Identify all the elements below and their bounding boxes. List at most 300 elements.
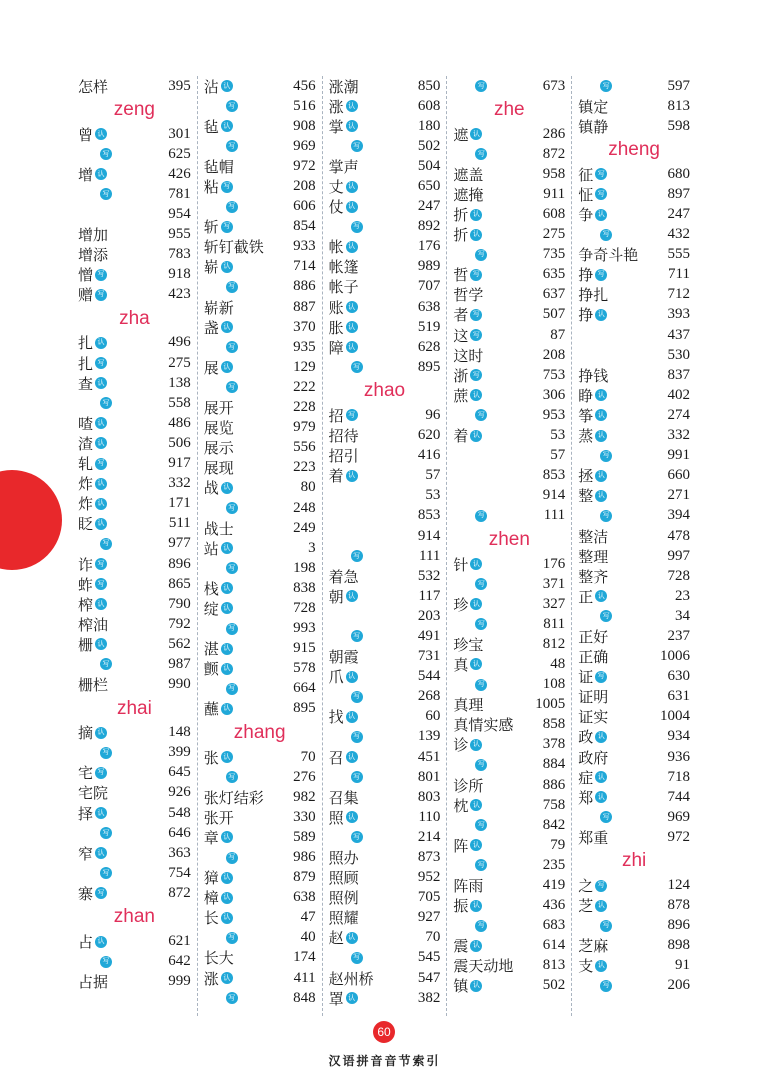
page-ref: 680 (667, 165, 690, 182)
entry-word-group (78, 148, 112, 160)
entry-word-group (329, 317, 358, 338)
entry-word: 眨 (78, 515, 94, 534)
entry-word: 着急 (328, 567, 359, 586)
entry-word-group (578, 566, 608, 587)
entry-word: 真 (453, 655, 469, 674)
entry-word-group (204, 827, 233, 848)
entry-word: 证实 (578, 708, 609, 727)
entry-word-group (453, 975, 482, 996)
entry-word-group (578, 980, 612, 992)
page-ref: 504 (417, 157, 441, 174)
write-badge-icon: 写 (600, 510, 612, 522)
page-ref: 40 (300, 929, 316, 946)
entry-word-group (453, 895, 482, 916)
entry-word: 展开 (203, 399, 234, 418)
entry-word-group (453, 425, 482, 446)
index-entry (578, 365, 690, 385)
entry-word-group (329, 831, 363, 843)
index-entry (453, 835, 565, 855)
entry-word-group (329, 76, 359, 97)
entry-word-group (204, 698, 233, 719)
write-badge-icon: 写 (351, 952, 363, 964)
page-ref: 628 (417, 338, 441, 355)
entry-word: 芝麻 (578, 937, 609, 956)
entry-word-group (453, 184, 483, 205)
page-ref: 148 (168, 724, 191, 741)
entry-word-group (204, 381, 238, 393)
recognize-badge-icon: 认 (221, 542, 233, 554)
write-badge-icon: 写 (475, 859, 487, 871)
entry-word-group (578, 646, 608, 667)
write-badge-icon: 写 (226, 140, 238, 152)
entry-word-group (329, 361, 363, 373)
recognize-badge-icon: 认 (221, 321, 233, 333)
page-ref: 707 (417, 278, 441, 295)
index-entry (78, 514, 191, 534)
recognize-badge-icon: 认 (95, 337, 107, 349)
index-entry (578, 976, 690, 996)
recognize-badge-icon: 认 (346, 811, 358, 823)
entry-word: 着 (453, 427, 469, 446)
entry-word: 展览 (203, 419, 234, 438)
page-ref: 502 (417, 137, 441, 154)
page-ref: 399 (168, 744, 191, 761)
write-badge-icon: 写 (600, 811, 612, 823)
entry-word: 郑重 (578, 828, 609, 847)
recognize-badge-icon: 认 (346, 992, 358, 1004)
page-ref: 248 (293, 499, 316, 516)
entry-word: 站 (203, 539, 219, 558)
entry-word-group (78, 843, 107, 864)
syllable-heading: zhe (493, 99, 525, 121)
entry-word: 遮 (453, 125, 469, 144)
entry-word: 怎样 (78, 77, 109, 96)
index-entry (204, 498, 316, 518)
entry-word: 颤 (203, 660, 219, 679)
recognize-badge-icon: 认 (595, 791, 607, 803)
index-entry (578, 936, 690, 956)
page-ref: 139 (417, 728, 441, 745)
entry-word-group (78, 124, 107, 145)
index-entry (204, 847, 316, 867)
page-ref: 705 (417, 889, 441, 906)
entry-word: 证 (578, 668, 594, 687)
index-entry (204, 518, 316, 538)
entry-word: 展 (203, 358, 219, 377)
entry-word-group (78, 614, 108, 635)
write-badge-icon: 写 (595, 671, 607, 683)
entry-word-group (578, 450, 612, 462)
index-entry (329, 667, 441, 687)
entry-word: 怔 (578, 185, 594, 204)
entry-word-group (204, 787, 264, 808)
recognize-badge-icon: 认 (346, 711, 358, 723)
entry-word-group (78, 493, 107, 514)
entry-word-group (453, 578, 487, 590)
page-ref: 519 (417, 318, 441, 335)
entry-word-group (329, 646, 359, 667)
page-ref: 635 (542, 266, 566, 283)
entry-word-group (78, 353, 107, 374)
entry-word-group (578, 465, 607, 486)
entry-word: 增添 (78, 246, 109, 265)
recognize-badge-icon: 认 (346, 181, 358, 193)
index-entry (578, 566, 690, 586)
index-entry (329, 156, 441, 176)
page-ref: 781 (168, 185, 191, 202)
entry-word: 毡帽 (203, 157, 234, 176)
entry-word-group (578, 666, 607, 687)
write-badge-icon: 写 (100, 397, 112, 409)
entry-word-group (329, 256, 359, 277)
index-entry (204, 598, 316, 618)
page-ref: 660 (667, 467, 690, 484)
page-ref: 886 (542, 776, 566, 793)
recognize-badge-icon: 认 (595, 771, 607, 783)
page-ref: 630 (667, 668, 690, 685)
index-entry (78, 245, 191, 265)
entry-word: 政 (578, 728, 594, 747)
entry-word: 正好 (578, 627, 609, 646)
entry-word: 招待 (328, 427, 359, 446)
page-ref: 228 (293, 399, 316, 416)
write-badge-icon: 写 (226, 683, 238, 695)
page-ref: 673 (542, 77, 566, 94)
entry-word-group (453, 795, 482, 816)
write-badge-icon: 写 (226, 341, 238, 353)
index-entry (78, 285, 191, 305)
entry-word: 崭新 (203, 298, 234, 317)
page-ref: 91 (674, 957, 690, 974)
entry-word-group (78, 373, 107, 394)
page-ref: 275 (168, 354, 191, 371)
entry-word-group (453, 345, 483, 366)
page-ref: 915 (293, 640, 316, 657)
index-entry (204, 747, 316, 767)
index-entry (329, 767, 441, 787)
write-badge-icon: 写 (600, 450, 612, 462)
page-ref: 865 (168, 575, 191, 592)
page-ref: 394 (667, 507, 690, 524)
index-entry (453, 574, 565, 594)
syllable-heading: zhen (488, 528, 530, 550)
entry-word-group (329, 297, 358, 318)
recognize-badge-icon: 认 (221, 872, 233, 884)
index-entry (204, 478, 316, 498)
entry-word: 张灯结彩 (203, 788, 264, 807)
index-entry (453, 594, 565, 614)
write-badge-icon: 写 (226, 992, 238, 1004)
entry-word-group (329, 140, 363, 152)
page-ref: 982 (293, 788, 316, 805)
index-entry (578, 896, 690, 916)
page-ref: 908 (293, 117, 316, 134)
entry-word: 着 (328, 467, 344, 486)
page-ref: 936 (667, 748, 690, 765)
write-badge-icon: 写 (470, 329, 482, 341)
page-ref: 712 (667, 286, 690, 303)
index-entry (204, 639, 316, 659)
recognize-badge-icon: 认 (346, 671, 358, 683)
index-entry (453, 405, 565, 425)
page-ref: 927 (417, 909, 441, 926)
entry-word-group (204, 502, 238, 514)
write-badge-icon: 写 (100, 747, 112, 759)
entry-word-group (578, 747, 608, 768)
index-entry (204, 217, 316, 237)
page-ref: 416 (417, 447, 441, 464)
page-ref: 935 (293, 338, 316, 355)
entry-word: 诊所 (453, 776, 484, 795)
page-ref: 872 (542, 145, 566, 162)
page-ref: 491 (417, 627, 441, 644)
recognize-badge-icon: 认 (470, 389, 482, 401)
page-ref: 301 (168, 125, 191, 142)
page-ref: 23 (674, 587, 690, 604)
recognize-badge-icon: 认 (95, 498, 107, 510)
write-badge-icon: 写 (351, 550, 363, 562)
page-ref: 111 (419, 547, 441, 564)
entry-word: 障 (328, 338, 344, 357)
entry-word-group (453, 409, 487, 421)
entry-word-group (578, 304, 607, 325)
index-entry (204, 96, 316, 116)
page-ref: 977 (168, 535, 191, 552)
entry-word-group (453, 124, 482, 145)
recognize-badge-icon: 认 (470, 209, 482, 221)
recognize-badge-icon: 认 (346, 301, 358, 313)
index-entry (453, 936, 565, 956)
index-entry (578, 486, 690, 506)
page-ref: 562 (168, 635, 191, 652)
page-ref: 854 (293, 218, 316, 235)
recognize-badge-icon: 认 (221, 912, 233, 924)
page-ref: 997 (667, 547, 690, 564)
entry-word: 扎 (78, 354, 94, 373)
page-ref: 801 (417, 768, 441, 785)
page-ref: 548 (168, 804, 191, 821)
page-ref: 744 (667, 788, 690, 805)
recognize-badge-icon: 认 (470, 940, 482, 952)
index-entry (204, 659, 316, 679)
entry-word-group (578, 686, 608, 707)
index-entry (78, 393, 191, 413)
entry-word: 仗 (328, 198, 344, 217)
index-entry (78, 184, 191, 204)
page-ref: 728 (667, 567, 690, 584)
index-entry (204, 988, 316, 1008)
index-entry (329, 357, 441, 377)
entry-word: 筝 (578, 406, 594, 425)
page-ref: 878 (667, 897, 690, 914)
entry-word: 政府 (578, 748, 609, 767)
page-ref: 993 (293, 620, 316, 637)
entry-word-group (204, 867, 233, 888)
write-badge-icon: 写 (470, 369, 482, 381)
page-ref: 714 (293, 258, 316, 275)
entry-word-group (329, 566, 359, 587)
page-ref: 892 (417, 218, 441, 235)
write-badge-icon: 写 (95, 578, 107, 590)
index-entry (453, 225, 565, 245)
index-entry (329, 606, 441, 626)
index-entry (204, 767, 316, 787)
entry-word: 窄 (78, 844, 94, 863)
index-entry (453, 715, 565, 735)
index-entry (78, 554, 191, 574)
index-column-4 (446, 76, 571, 1016)
index-entry (329, 217, 441, 237)
recognize-badge-icon: 认 (221, 261, 233, 273)
entry-word-group (329, 236, 358, 257)
page-ref: 206 (667, 977, 690, 994)
recognize-badge-icon: 认 (221, 703, 233, 715)
recognize-badge-icon: 认 (346, 201, 358, 213)
entry-word-group (329, 666, 358, 687)
page-ref: 884 (542, 756, 566, 773)
index-entry (329, 486, 441, 506)
page-ref: 79 (550, 836, 566, 853)
page-ref: 1004 (659, 708, 690, 725)
entry-word-group (204, 341, 238, 353)
entry-word: 蚱 (78, 575, 94, 594)
page-ref: 3 (308, 539, 316, 556)
page-ref: 914 (542, 487, 566, 504)
write-badge-icon: 写 (595, 188, 607, 200)
index-entry (204, 807, 316, 827)
recognize-badge-icon: 认 (221, 751, 233, 763)
index-entry (78, 594, 191, 614)
entry-word-group (329, 807, 358, 828)
entry-word-group (204, 887, 233, 908)
index-column-2 (197, 76, 322, 1016)
entry-word-group (204, 76, 233, 97)
entry-word-group (204, 683, 238, 695)
index-entry (204, 297, 316, 317)
index-entry (78, 433, 191, 453)
page-ref: 858 (542, 716, 566, 733)
page-ref: 486 (168, 414, 191, 431)
index-entry (329, 446, 441, 466)
entry-word: 朝霞 (328, 648, 359, 667)
recognize-badge-icon: 认 (221, 120, 233, 132)
entry-word-group (453, 618, 487, 630)
index-entry (329, 466, 441, 486)
index-entry (453, 735, 565, 755)
index-entry (204, 197, 316, 217)
index-entry (78, 675, 191, 695)
entry-word-group (578, 116, 608, 137)
page-ref: 972 (293, 157, 316, 174)
entry-word-group (578, 706, 608, 727)
entry-word-group (453, 304, 482, 325)
entry-word-group (578, 586, 607, 607)
index-entry (578, 787, 690, 807)
entry-word-group (78, 554, 107, 575)
entry-word-group (78, 244, 108, 265)
page-ref: 934 (667, 728, 690, 745)
entry-word: 镇 (453, 977, 469, 996)
entry-word: 胀 (328, 318, 344, 337)
page-ref: 589 (293, 828, 316, 845)
entry-word-group (204, 578, 233, 599)
syllable-heading: zeng (113, 99, 155, 121)
page-ref: 914 (417, 527, 441, 544)
index-entry (78, 333, 191, 353)
page-ref: 637 (542, 286, 566, 303)
index-entry (78, 373, 191, 393)
entry-word-group (78, 513, 107, 534)
index-entry (578, 747, 690, 767)
recognize-badge-icon: 认 (595, 309, 607, 321)
entry-word: 栈 (203, 579, 219, 598)
entry-word: 这 (453, 326, 469, 345)
index-entry (329, 506, 441, 526)
entry-word-group (453, 264, 482, 285)
page-ref: 954 (168, 206, 191, 223)
recognize-badge-icon: 认 (221, 663, 233, 675)
page-ref: 402 (667, 386, 690, 403)
index-entry (578, 707, 690, 727)
index-entry (578, 426, 690, 446)
entry-word: 栅 (78, 635, 94, 654)
index-entry (329, 257, 441, 277)
entry-word: 争奇斗艳 (578, 246, 639, 265)
page-ref: 897 (667, 185, 690, 202)
page-ref: 958 (542, 165, 566, 182)
page-ref: 47 (300, 909, 316, 926)
index-entry (204, 357, 316, 377)
page-ref: 813 (667, 97, 690, 114)
index-entry (329, 426, 441, 446)
entry-word-group (329, 927, 358, 948)
index-entry (78, 164, 191, 184)
page-ref: 57 (550, 447, 566, 464)
page-ref: 853 (542, 467, 566, 484)
page-ref: 953 (542, 406, 566, 423)
write-badge-icon: 写 (475, 409, 487, 421)
recognize-badge-icon: 认 (470, 839, 482, 851)
page-ref: 872 (168, 884, 191, 901)
page-ref: 378 (542, 736, 566, 753)
write-badge-icon: 写 (475, 148, 487, 160)
index-entry (578, 506, 690, 526)
page-ref: 812 (542, 635, 566, 652)
entry-word: 榨 (78, 595, 94, 614)
entry-word: 憎 (78, 266, 94, 285)
index-entry (204, 156, 316, 176)
write-badge-icon: 写 (95, 289, 107, 301)
entry-word-group (578, 284, 608, 305)
syllable-heading: zhan (113, 906, 155, 928)
write-badge-icon: 写 (600, 980, 612, 992)
entry-word-group (204, 201, 238, 213)
index-entry (453, 815, 565, 835)
index-entry (453, 204, 565, 224)
entry-word: 喳 (78, 414, 94, 433)
index-entry (578, 446, 690, 466)
index-entry (453, 916, 565, 936)
page-ref: 758 (542, 796, 566, 813)
entry-word: 粘 (203, 178, 219, 197)
page-ref: 837 (667, 366, 690, 383)
entry-word: 照办 (328, 849, 359, 868)
page-ref: 111 (543, 507, 566, 524)
page-ref: 850 (417, 77, 441, 94)
index-entry (453, 245, 565, 265)
page-ref: 532 (417, 567, 441, 584)
entry-word: 斩钉截铁 (203, 238, 264, 257)
